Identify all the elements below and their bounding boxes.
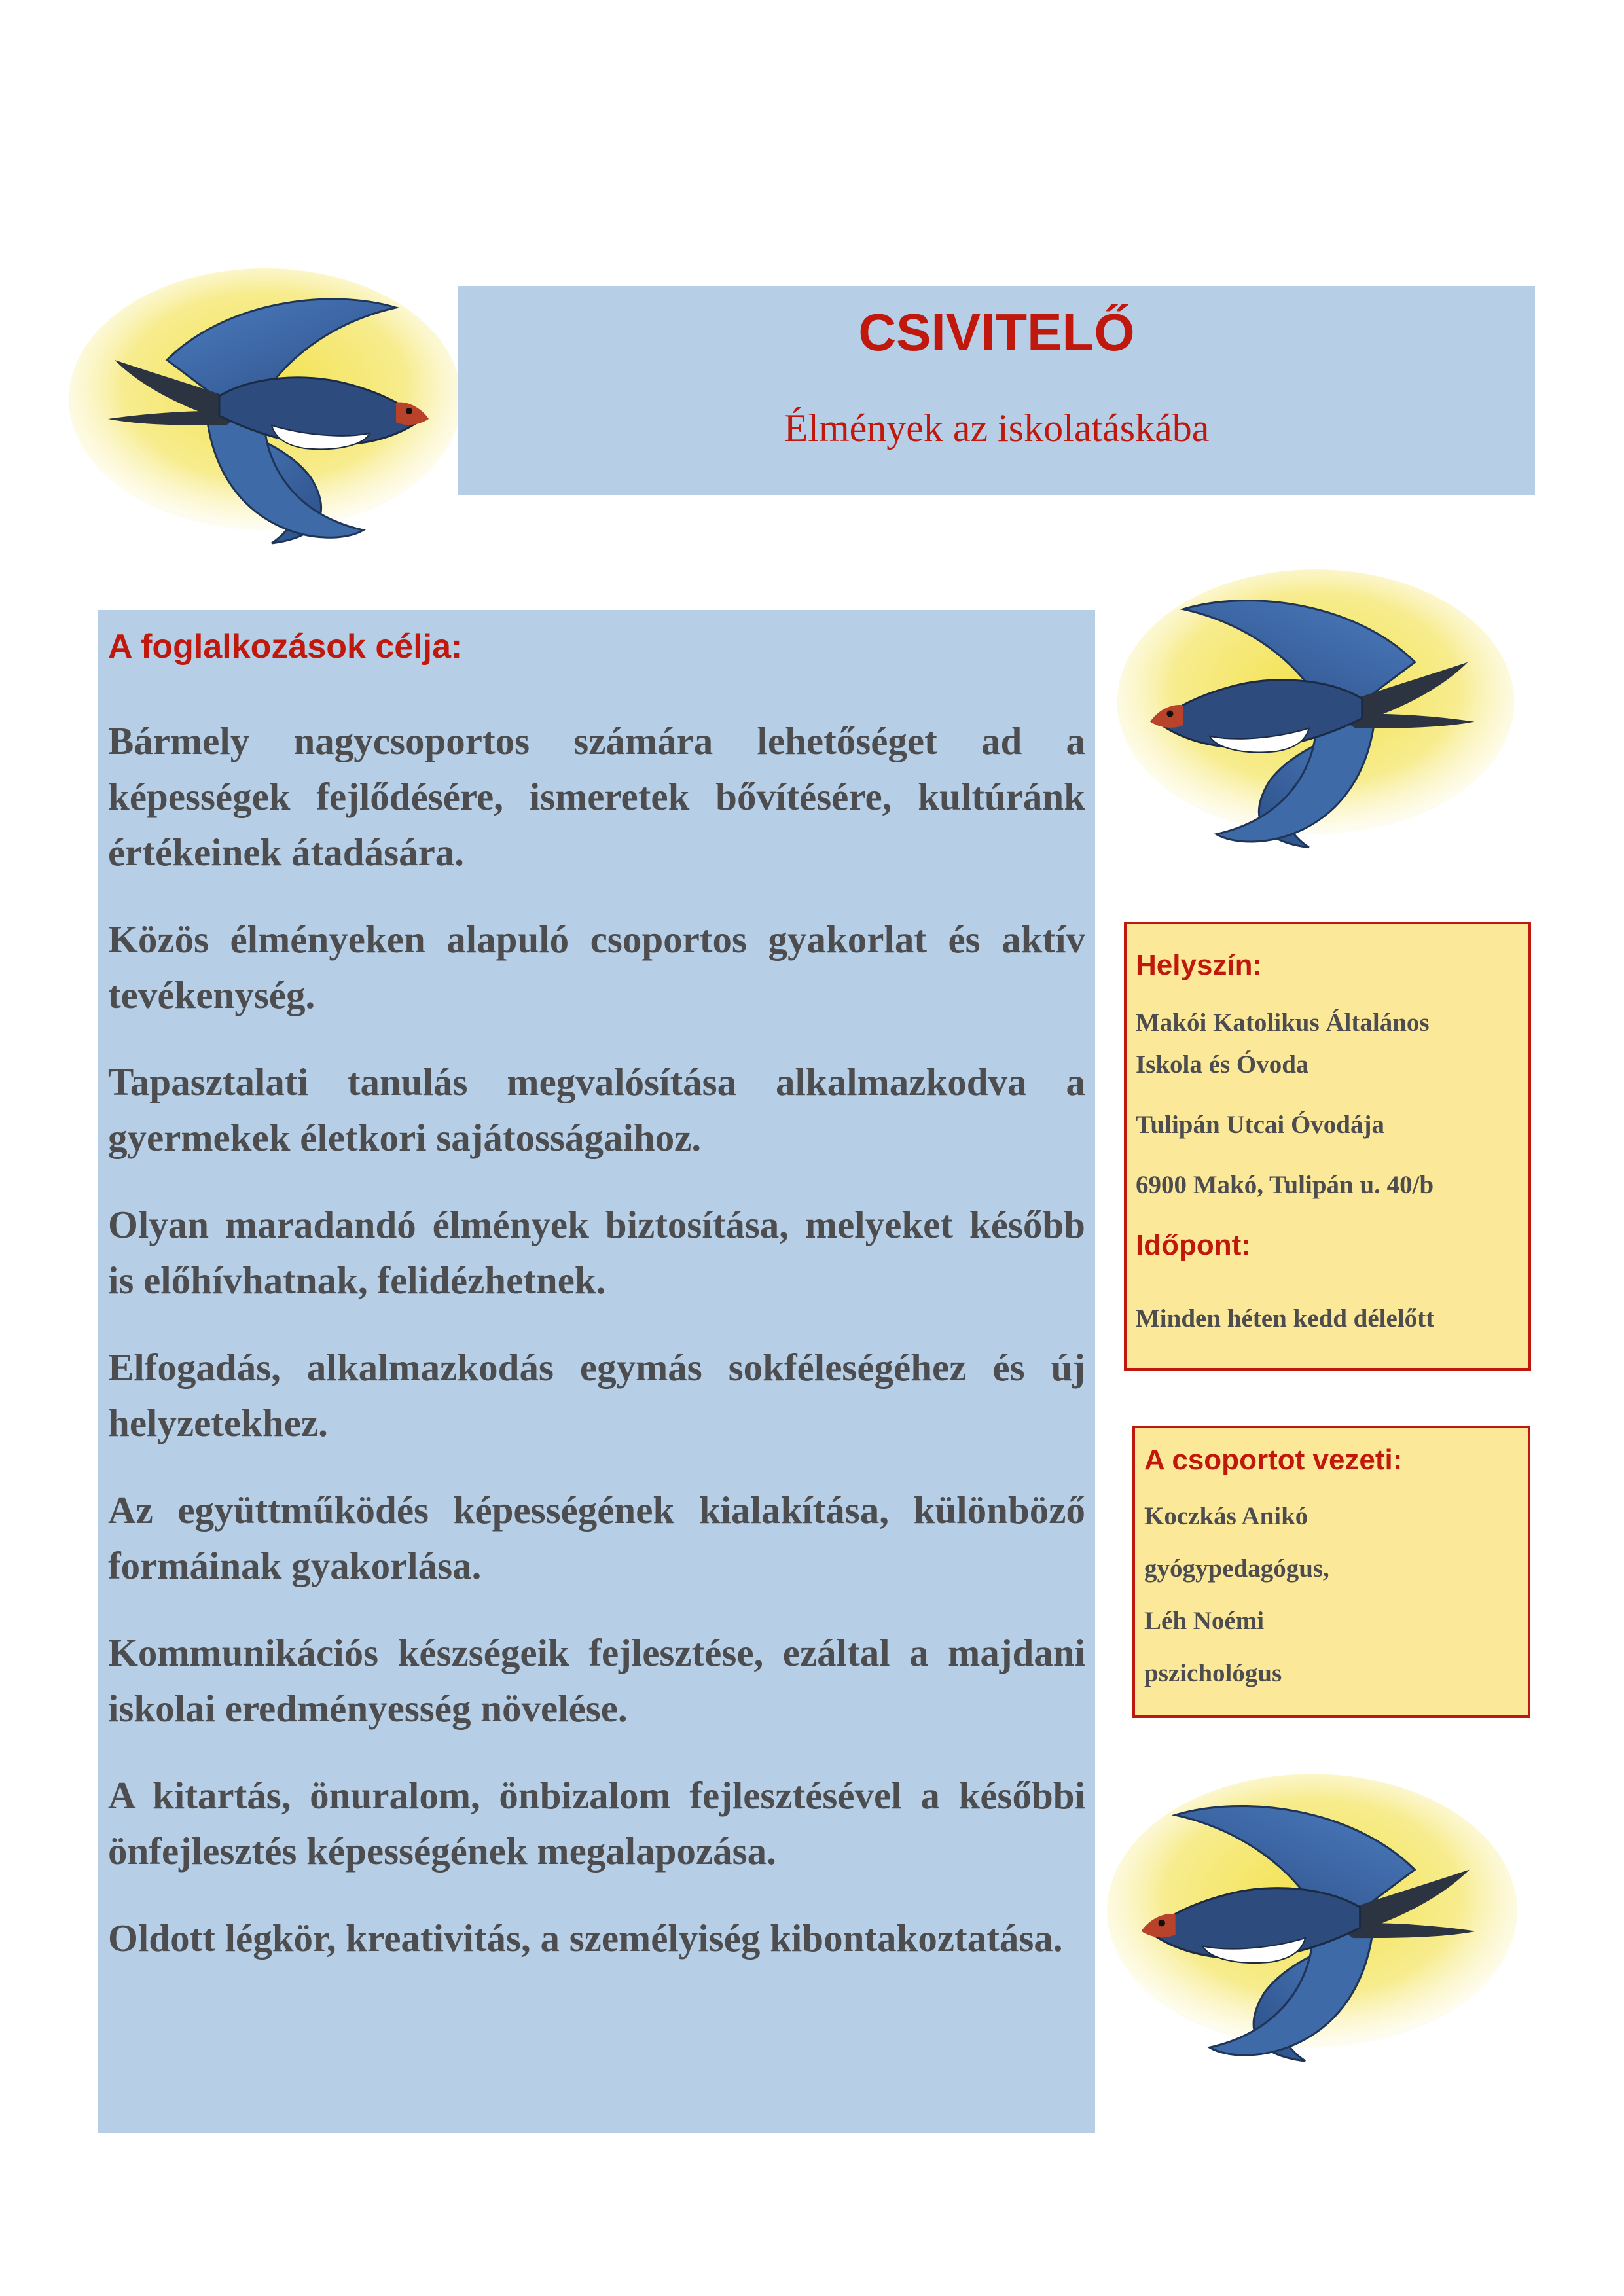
goals-heading: A foglalkozások célja:: [108, 628, 463, 666]
bird-icon: [1113, 563, 1532, 861]
address-line: 6900 Makó, Tulipán u. 40/b: [1136, 1171, 1434, 1199]
goal-item: Elfogadás, alkalmazkodás egymás sokféleségéhez és új helyzetekhez.: [108, 1346, 1085, 1444]
location-line: Makói Katolikus Általános: [1136, 1009, 1430, 1037]
time-heading: Időpont:: [1136, 1229, 1251, 1261]
goals-list: [108, 713, 1085, 1998]
swallow-illustration-right-upper: [1113, 563, 1532, 861]
location-line: Tulipán Utcai Óvodája: [1136, 1111, 1384, 1139]
goal-item: Az együttműködés képességének kialakítása, különböző formáinak gyakorlása.: [108, 1488, 1085, 1587]
location-line: Iskola és Óvoda: [1136, 1050, 1309, 1079]
bird-icon: [1106, 1767, 1532, 2075]
goal-item: Kommunikációs készségeik fejlesztése, ezáltal a majdani iskolai eredményesség növelése.: [108, 1631, 1085, 1730]
goal-item: Olyan maradandó élmények biztosítása, melyeket később is előhívhatnak, felidézhetnek.: [108, 1203, 1085, 1302]
goal-item: Oldott légkör, kreativitás, a személyiség kibontakoztatása.: [108, 1916, 1063, 1960]
bird-icon: [56, 262, 461, 556]
page-subtitle: Élmények az iskolatáskába: [784, 406, 1210, 450]
goal-item: Közös élményeken alapuló csoportos gyakorlat és aktív tevékenység.: [108, 918, 1085, 1016]
location-box: [1124, 922, 1531, 1371]
page-title: CSIVITELŐ: [858, 303, 1135, 361]
goal-item: Tapasztalati tanulás megvalósítása alkalmazkodva a gyermekek életkori sajátosságaihoz.: [108, 1060, 1085, 1159]
time-value: Minden héten kedd délelőtt: [1136, 1304, 1435, 1333]
leaders-heading: A csoportot vezeti:: [1144, 1444, 1403, 1476]
swallow-illustration-top-left: [56, 262, 461, 556]
swallow-illustration-right-lower: [1106, 1767, 1532, 2075]
leader-name: Léh Noémi: [1144, 1607, 1265, 1635]
leader-name: Koczkás Anikó: [1144, 1502, 1308, 1530]
leader-role: gyógypedagógus,: [1144, 1554, 1329, 1583]
goal-item: Bármely nagycsoportos számára lehetőséget ad a képességek fejlődésére, ismeretek bővítésére, kultúránk értékeinek átadására.: [108, 719, 1085, 874]
leaders-box: [1132, 1426, 1530, 1718]
leader-role: pszichológus: [1144, 1659, 1282, 1687]
location-heading: Helyszín:: [1136, 949, 1263, 981]
goal-item: A kitartás, önuralom, önbizalom fejlesztésével a későbbi önfejlesztés képességének megalapozása.: [108, 1774, 1085, 1873]
